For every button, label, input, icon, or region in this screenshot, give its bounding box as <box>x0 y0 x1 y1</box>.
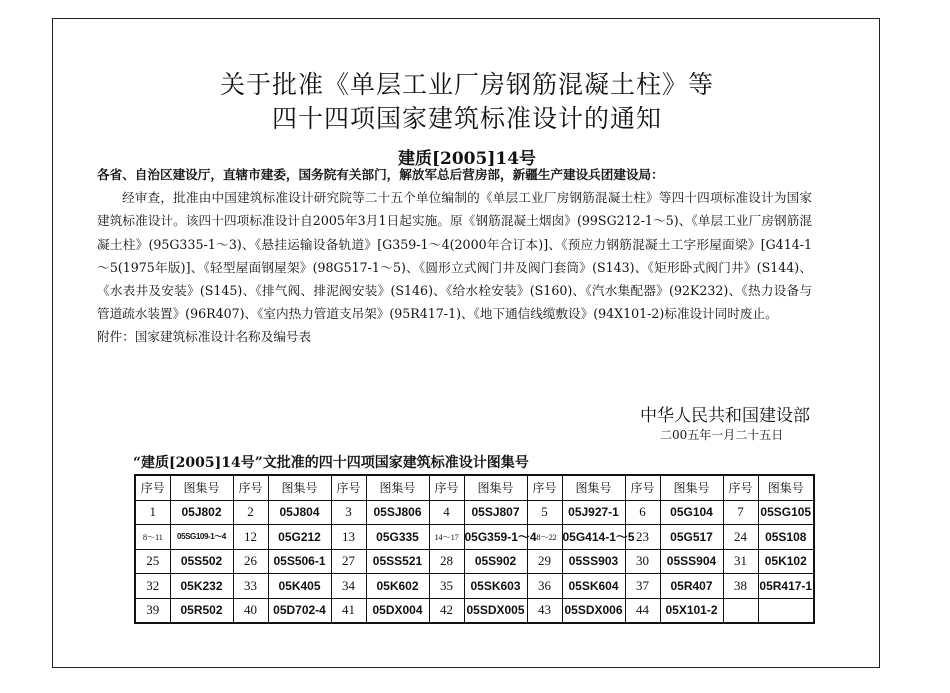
code-cell: 05X101-2 <box>660 598 723 623</box>
code-cell: 05SG109-1～4 <box>170 525 233 550</box>
seq-cell: 24 <box>723 525 758 550</box>
header-code: 图集号 <box>170 475 233 500</box>
notice-paragraph: 经审查，批准由中国建筑标准设计研究院等二十五个单位编制的《单层工业厂房钢筋混凝土柱》等四十四项标准设计为国家建筑标准设计。该四十四项标准设计自2005年3月1日起实施。原《钢筋混凝土烟囱》(99SG212-1～5)、《单层工业厂房钢筋混凝土柱》(95G335-1～3)、《悬挂运输设备轨道》[G359-1～4(2000年合订本)]、《预应力钢筋混凝土工字形屋面梁》[G414-1～5(1975年版)]、《轻型屋面钢屋架》(98G517-1～5)、《圆形立式阀门井及阀门套筒》(S143)、《矩形卧式阀门井》(S144)、《水表井及安装》(S145)、《排气阀、排泥阀安装》(S146)、《给水栓安装》(S160)、《汽水集配器》(92K232)、《热力设备与管道疏水装置》(96R407)、《室内热力管道支吊架》(95R417-1)、《地下通信线缆敷设》(94X101-2)标准设计同时废止。 <box>97 190 812 322</box>
code-cell: 05K102 <box>758 549 814 574</box>
seq-cell <box>723 598 758 623</box>
code-cell: 05S502 <box>170 549 233 574</box>
seq-cell: 42 <box>429 598 464 623</box>
header-seq: 序号 <box>135 475 170 500</box>
seq-cell: 37 <box>625 574 660 599</box>
table-row <box>135 525 814 550</box>
seq-cell: 39 <box>135 598 170 623</box>
header-seq: 序号 <box>723 475 758 500</box>
code-cell: 05K232 <box>170 574 233 599</box>
code-cell: 05K405 <box>268 574 331 599</box>
table-caption: “建质[2005]14号”文批准的四十四项国家建筑标准设计图集号 <box>133 455 529 471</box>
seq-cell: 28 <box>429 549 464 574</box>
code-cell: 05R502 <box>170 598 233 623</box>
notice-title-line1: 关于批准《单层工业厂房钢筋混凝土柱》等 <box>219 70 714 99</box>
seq-cell: 32 <box>135 574 170 599</box>
seq-cell: 36 <box>527 574 562 599</box>
notice-body <box>97 163 812 349</box>
seq-cell: 44 <box>625 598 660 623</box>
table-header-row <box>135 475 814 500</box>
header-code: 图集号 <box>464 475 527 500</box>
code-cell: 05G212 <box>268 525 331 550</box>
seq-cell: 18～22 <box>527 525 562 550</box>
seq-cell: 34 <box>331 574 366 599</box>
issuer-signature: 中华人民共和国建设部 <box>640 406 810 426</box>
header-seq: 序号 <box>625 475 660 500</box>
table-row <box>135 500 814 525</box>
document-number: 建质[2005]14号 <box>397 149 537 169</box>
attachment-line: 附件：国家建筑标准设计名称及编号表 <box>97 329 312 345</box>
code-cell: 05K602 <box>366 574 429 599</box>
seq-cell: 12 <box>233 525 268 550</box>
seq-cell: 43 <box>527 598 562 623</box>
seq-cell: 4 <box>429 500 464 525</box>
code-cell: 05D702-4 <box>268 598 331 623</box>
code-cell: 05G359-1～4 <box>464 525 527 550</box>
header-code: 图集号 <box>758 475 814 500</box>
header-code: 图集号 <box>660 475 723 500</box>
code-cell: 05SDX006 <box>562 598 625 623</box>
header-seq: 序号 <box>527 475 562 500</box>
seq-cell: 27 <box>331 549 366 574</box>
seq-cell: 26 <box>233 549 268 574</box>
seq-cell: 41 <box>331 598 366 623</box>
code-cell: 05R407 <box>660 574 723 599</box>
table-row <box>135 549 814 574</box>
code-cell: 05S902 <box>464 549 527 574</box>
code-cell: 05SK604 <box>562 574 625 599</box>
seq-cell: 14～17 <box>429 525 464 550</box>
code-cell: 05G335 <box>366 525 429 550</box>
addressee: 各省、自治区建设厅，直辖市建委，国务院有关部门，解放军总后营房部，新疆生产建设兵团建设局： <box>97 167 664 182</box>
seq-cell: 8～11 <box>135 525 170 550</box>
seq-cell: 3 <box>331 500 366 525</box>
header-seq: 序号 <box>429 475 464 500</box>
code-cell: 05SJ806 <box>366 500 429 525</box>
seq-cell: 6 <box>625 500 660 525</box>
code-cell: 05DX004 <box>366 598 429 623</box>
code-cell: 05S108 <box>758 525 814 550</box>
seq-cell: 13 <box>331 525 366 550</box>
code-cell: 05SS904 <box>660 549 723 574</box>
code-cell: 05S506-1 <box>268 549 331 574</box>
seq-cell: 40 <box>233 598 268 623</box>
code-cell: 05G104 <box>660 500 723 525</box>
seq-cell: 35 <box>429 574 464 599</box>
code-cell: 05SDX005 <box>464 598 527 623</box>
seq-cell: 7 <box>723 500 758 525</box>
header-seq: 序号 <box>233 475 268 500</box>
code-cell: 05SJ807 <box>464 500 527 525</box>
seq-cell: 33 <box>233 574 268 599</box>
seq-cell: 5 <box>527 500 562 525</box>
standards-table <box>134 474 815 624</box>
issue-date: 二00五年一月二十五日 <box>660 428 784 442</box>
header-code: 图集号 <box>268 475 331 500</box>
code-cell: 05SS903 <box>562 549 625 574</box>
code-cell: 05J927-1 <box>562 500 625 525</box>
seq-cell: 31 <box>723 549 758 574</box>
header-code: 图集号 <box>366 475 429 500</box>
seq-cell: 38 <box>723 574 758 599</box>
code-cell: 05G414-1～5 <box>562 525 625 550</box>
code-cell: 05SG105 <box>758 500 814 525</box>
seq-cell: 2 <box>233 500 268 525</box>
table-row <box>135 598 814 623</box>
table-row <box>135 574 814 599</box>
notice-title-line2: 四十四项国家建筑标准设计的通知 <box>271 104 662 133</box>
code-cell <box>758 598 814 623</box>
seq-cell: 25 <box>135 549 170 574</box>
seq-cell: 23 <box>625 525 660 550</box>
code-cell: 05G517 <box>660 525 723 550</box>
code-cell: 05SS521 <box>366 549 429 574</box>
seq-cell: 30 <box>625 549 660 574</box>
header-seq: 序号 <box>331 475 366 500</box>
header-code: 图集号 <box>562 475 625 500</box>
code-cell: 05J804 <box>268 500 331 525</box>
seq-cell: 1 <box>135 500 170 525</box>
code-cell: 05R417-1 <box>758 574 814 599</box>
code-cell: 05SK603 <box>464 574 527 599</box>
code-cell: 05J802 <box>170 500 233 525</box>
seq-cell: 29 <box>527 549 562 574</box>
